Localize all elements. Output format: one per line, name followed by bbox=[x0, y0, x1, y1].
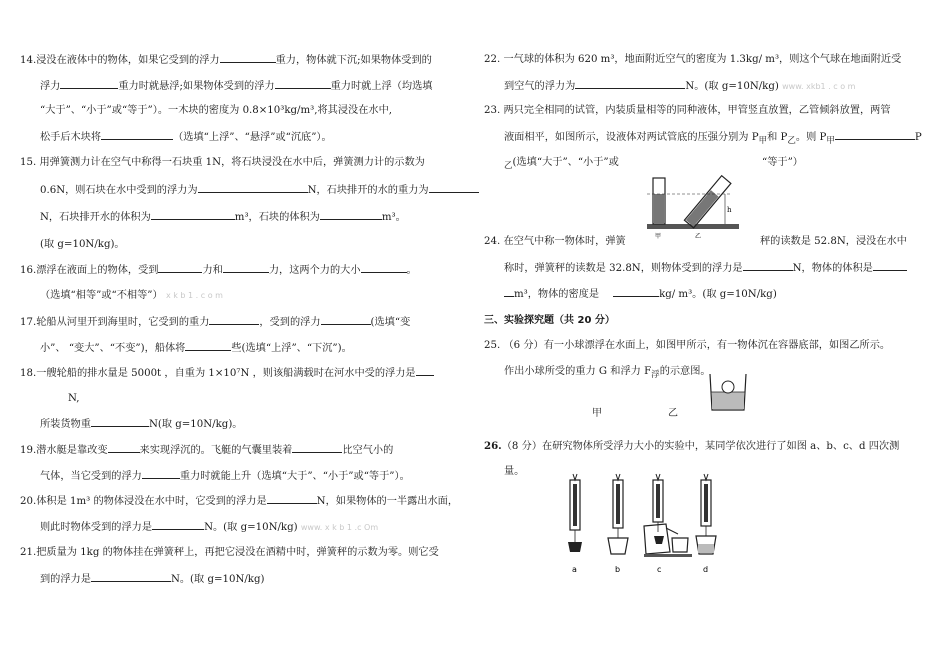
q19-blank3[interactable] bbox=[142, 466, 180, 479]
q15-blank1[interactable] bbox=[198, 180, 308, 193]
q18-blank1[interactable] bbox=[416, 363, 434, 376]
q21-line1: 21.把质量为 1kg 的物体挂在弹簧秤上，再把它浸没在酒精中时，弹簧秤的示数为零。则它受 bbox=[20, 547, 439, 558]
q16-blank2[interactable] bbox=[223, 260, 269, 273]
scale-b bbox=[608, 474, 628, 554]
q24-line1b: 秤的读数是 52.8N，浸没在水中 bbox=[760, 236, 907, 247]
q25-line1: 25. （6 分）有一小球漂浮在水面上，如图甲所示，有一物体沉在容器底部，如图乙所示。 bbox=[484, 340, 891, 351]
q22-blank1[interactable] bbox=[575, 76, 685, 89]
q18-line2: N, bbox=[68, 393, 80, 404]
q18-blank2[interactable] bbox=[91, 414, 149, 427]
bucket-b bbox=[608, 538, 628, 554]
q24-line1a: 24. 在空气中称一物体时，弹簧 bbox=[484, 236, 626, 247]
q16-blank1[interactable] bbox=[158, 260, 202, 273]
q14-line2: 浮力 重力时就悬浮;如果物体受到的浮力 重力时就上浮（均选填 bbox=[40, 76, 433, 97]
q15-line1: 15. 用弹簧测力计在空气中称得一石块重 1N，将石块浸没在水中后，弹簧测力计的示数为 bbox=[20, 157, 425, 168]
h-label: h bbox=[727, 206, 732, 214]
label-a: a bbox=[572, 565, 577, 574]
liquid-yi bbox=[686, 190, 719, 226]
q14-line1: 14.浸没在液体中的物体，如果它受到的浮力 重力，物体就下沉;如果物体受到的 bbox=[20, 50, 432, 71]
q14-line3: “大于”、“小于”或“等于”）。一木块的密度为 0.8×10³kg/m³,将其浸没在水中, bbox=[40, 105, 393, 116]
q15-blank4[interactable] bbox=[320, 207, 382, 220]
section-3-title: 三、实验探究题（共 20 分） bbox=[484, 315, 615, 326]
q18-line1: 18.一艘轮船的排水量是 5000t ，自重为 1×10⁷N ，则该船满载时在河水中受的浮力是 bbox=[20, 363, 434, 384]
scale-a bbox=[568, 474, 582, 552]
q15-line3: N，石块排开水的体积为 m³，石块的体积为 m³。 bbox=[40, 207, 406, 228]
small-cup bbox=[672, 538, 688, 552]
beaker-figure bbox=[706, 370, 750, 414]
q15-blank3[interactable] bbox=[151, 207, 235, 220]
q24-line2: 称时，弹簧秤的读数是 32.8N，则物体受到的浮力是 N，物体的体积是 bbox=[504, 258, 907, 279]
label-b: b bbox=[615, 565, 621, 574]
floating-ball bbox=[722, 381, 734, 393]
q14-line4: 松手后木块将 （选填“上浮”、“悬浮”或“沉底”）。 bbox=[40, 127, 332, 148]
q15-blank2[interactable] bbox=[429, 180, 479, 193]
q24-blank3[interactable] bbox=[504, 284, 514, 297]
q20-line1: 20.体积是 1m³ 的物体浸没在水中时，它受到的浮力是 N，如果物体的一半露出水面， bbox=[20, 491, 458, 512]
q16-line1: 16.漂浮在液面上的物体，受到 力和 力，这两个力的大小 。 bbox=[20, 260, 417, 281]
spring-scale-figure bbox=[554, 472, 734, 578]
label-d: d bbox=[703, 565, 709, 574]
q17-line2: 小”、 “变大”、“不变”)，船体将 些(选填“上浮”、“下沉”)。 bbox=[40, 338, 352, 359]
q19-blank2[interactable] bbox=[292, 440, 342, 453]
q14-blank2[interactable] bbox=[60, 76, 118, 89]
q26-line2: 量。 bbox=[504, 466, 525, 477]
q21-line2: 到的浮力是 N。(取 g=10N/kg) bbox=[40, 569, 264, 590]
q15-line4: (取 g=10N/kg)。 bbox=[40, 239, 125, 250]
q23-line3: $_乙$(选填“大于”、“小于”或 bbox=[504, 157, 619, 172]
q22-line1: 22. 一气球的体积为 620 m³，地面附近空气的密度为 1.3kg/ m³，则这个气球在地面附近受 bbox=[484, 54, 902, 65]
q25-line2: 作出小球所受的重力 G 和浮力 $F_浮$的示意图。 bbox=[504, 366, 711, 381]
q19-line2: 气体，当它受到的浮力 重力时就能上升（选填“大于”、“小于”或“等于”）。 bbox=[40, 466, 410, 487]
q17-blank3[interactable] bbox=[185, 338, 231, 351]
q20-blank1[interactable] bbox=[267, 491, 317, 504]
q24-line3: m³，物体的密度是 kg/ m³。(取 g=10N/kg) bbox=[504, 284, 777, 305]
fig-yi-label: 乙 bbox=[668, 408, 678, 419]
q14-blank4[interactable] bbox=[101, 127, 173, 140]
q23-line2: 液面相平，如图所示，设液体对两试管底的压强分别为 $P_甲$和 $P_乙$。则 $P_甲$ P bbox=[504, 127, 922, 151]
q17-line1: 17.轮船从河里开到海里时，它受到的重力 ，受到的浮力 (选填“变 bbox=[20, 312, 410, 333]
q20-blank2[interactable] bbox=[152, 517, 204, 530]
q19-blank1[interactable] bbox=[108, 440, 140, 453]
fig-jia-label: 甲 bbox=[592, 408, 602, 419]
q23-line1: 23. 两只完全相同的试管，内装质量相等的同种液体，甲管竖直放置，乙管倾斜放置，两管 bbox=[484, 105, 891, 116]
q22-line2: 到空气的浮力为 N。(取 g=10N/kg) www. xkb1 . c o m bbox=[504, 76, 855, 97]
stone-a bbox=[568, 542, 582, 552]
label-c: c bbox=[657, 565, 662, 574]
q24-blank4[interactable] bbox=[613, 284, 659, 297]
q23-blank1[interactable] bbox=[835, 127, 915, 140]
q16-line2: （选填“相等”或“不相等”） x k b 1 . c o m bbox=[40, 290, 223, 301]
stone-c bbox=[654, 536, 664, 544]
liquid-jia bbox=[654, 194, 664, 223]
watermark: www. xkb1 . c o m bbox=[782, 82, 856, 91]
q24-blank1[interactable] bbox=[743, 258, 793, 271]
scale-d bbox=[696, 474, 716, 554]
q19-line1: 19.潜水艇是靠改变 来实现浮沉的。飞艇的气囊里装着 比空气小的 bbox=[20, 440, 393, 461]
q24-blank2[interactable] bbox=[873, 258, 907, 271]
q16-blank3[interactable] bbox=[361, 260, 407, 273]
q15-line2: 0.6N，则石块在水中受到的浮力为 N，石块排开的水的重力为 bbox=[40, 180, 479, 201]
q18-line3: 所装货物重 N(取 g=10N/kg)。 bbox=[40, 414, 242, 435]
test-tubes-figure bbox=[647, 168, 747, 240]
water bbox=[712, 392, 744, 409]
q23-line3-cont: “等于”） bbox=[762, 157, 803, 168]
q14-blank1[interactable] bbox=[220, 50, 276, 63]
q14-blank3[interactable] bbox=[275, 76, 331, 89]
scale-c bbox=[644, 474, 692, 557]
jia-label: 甲 bbox=[655, 233, 662, 240]
q17-blank2[interactable] bbox=[321, 312, 371, 325]
q26-line1: 26.（8 分）在研究物体所受浮力大小的实验中，某同学依次进行了如图 a、b、c、d 四次测 bbox=[484, 440, 900, 452]
watermark: x k b 1 . c o m bbox=[165, 291, 223, 300]
q21-blank1[interactable] bbox=[91, 569, 171, 582]
yi-label: 乙 bbox=[695, 233, 702, 240]
q17-blank1[interactable] bbox=[209, 312, 259, 325]
q20-line2: 则此时物体受到的浮力是 N。(取 g=10N/kg) www. x k b 1 .c Om bbox=[40, 517, 378, 538]
watermark: www. x k b 1 .c Om bbox=[300, 523, 379, 532]
